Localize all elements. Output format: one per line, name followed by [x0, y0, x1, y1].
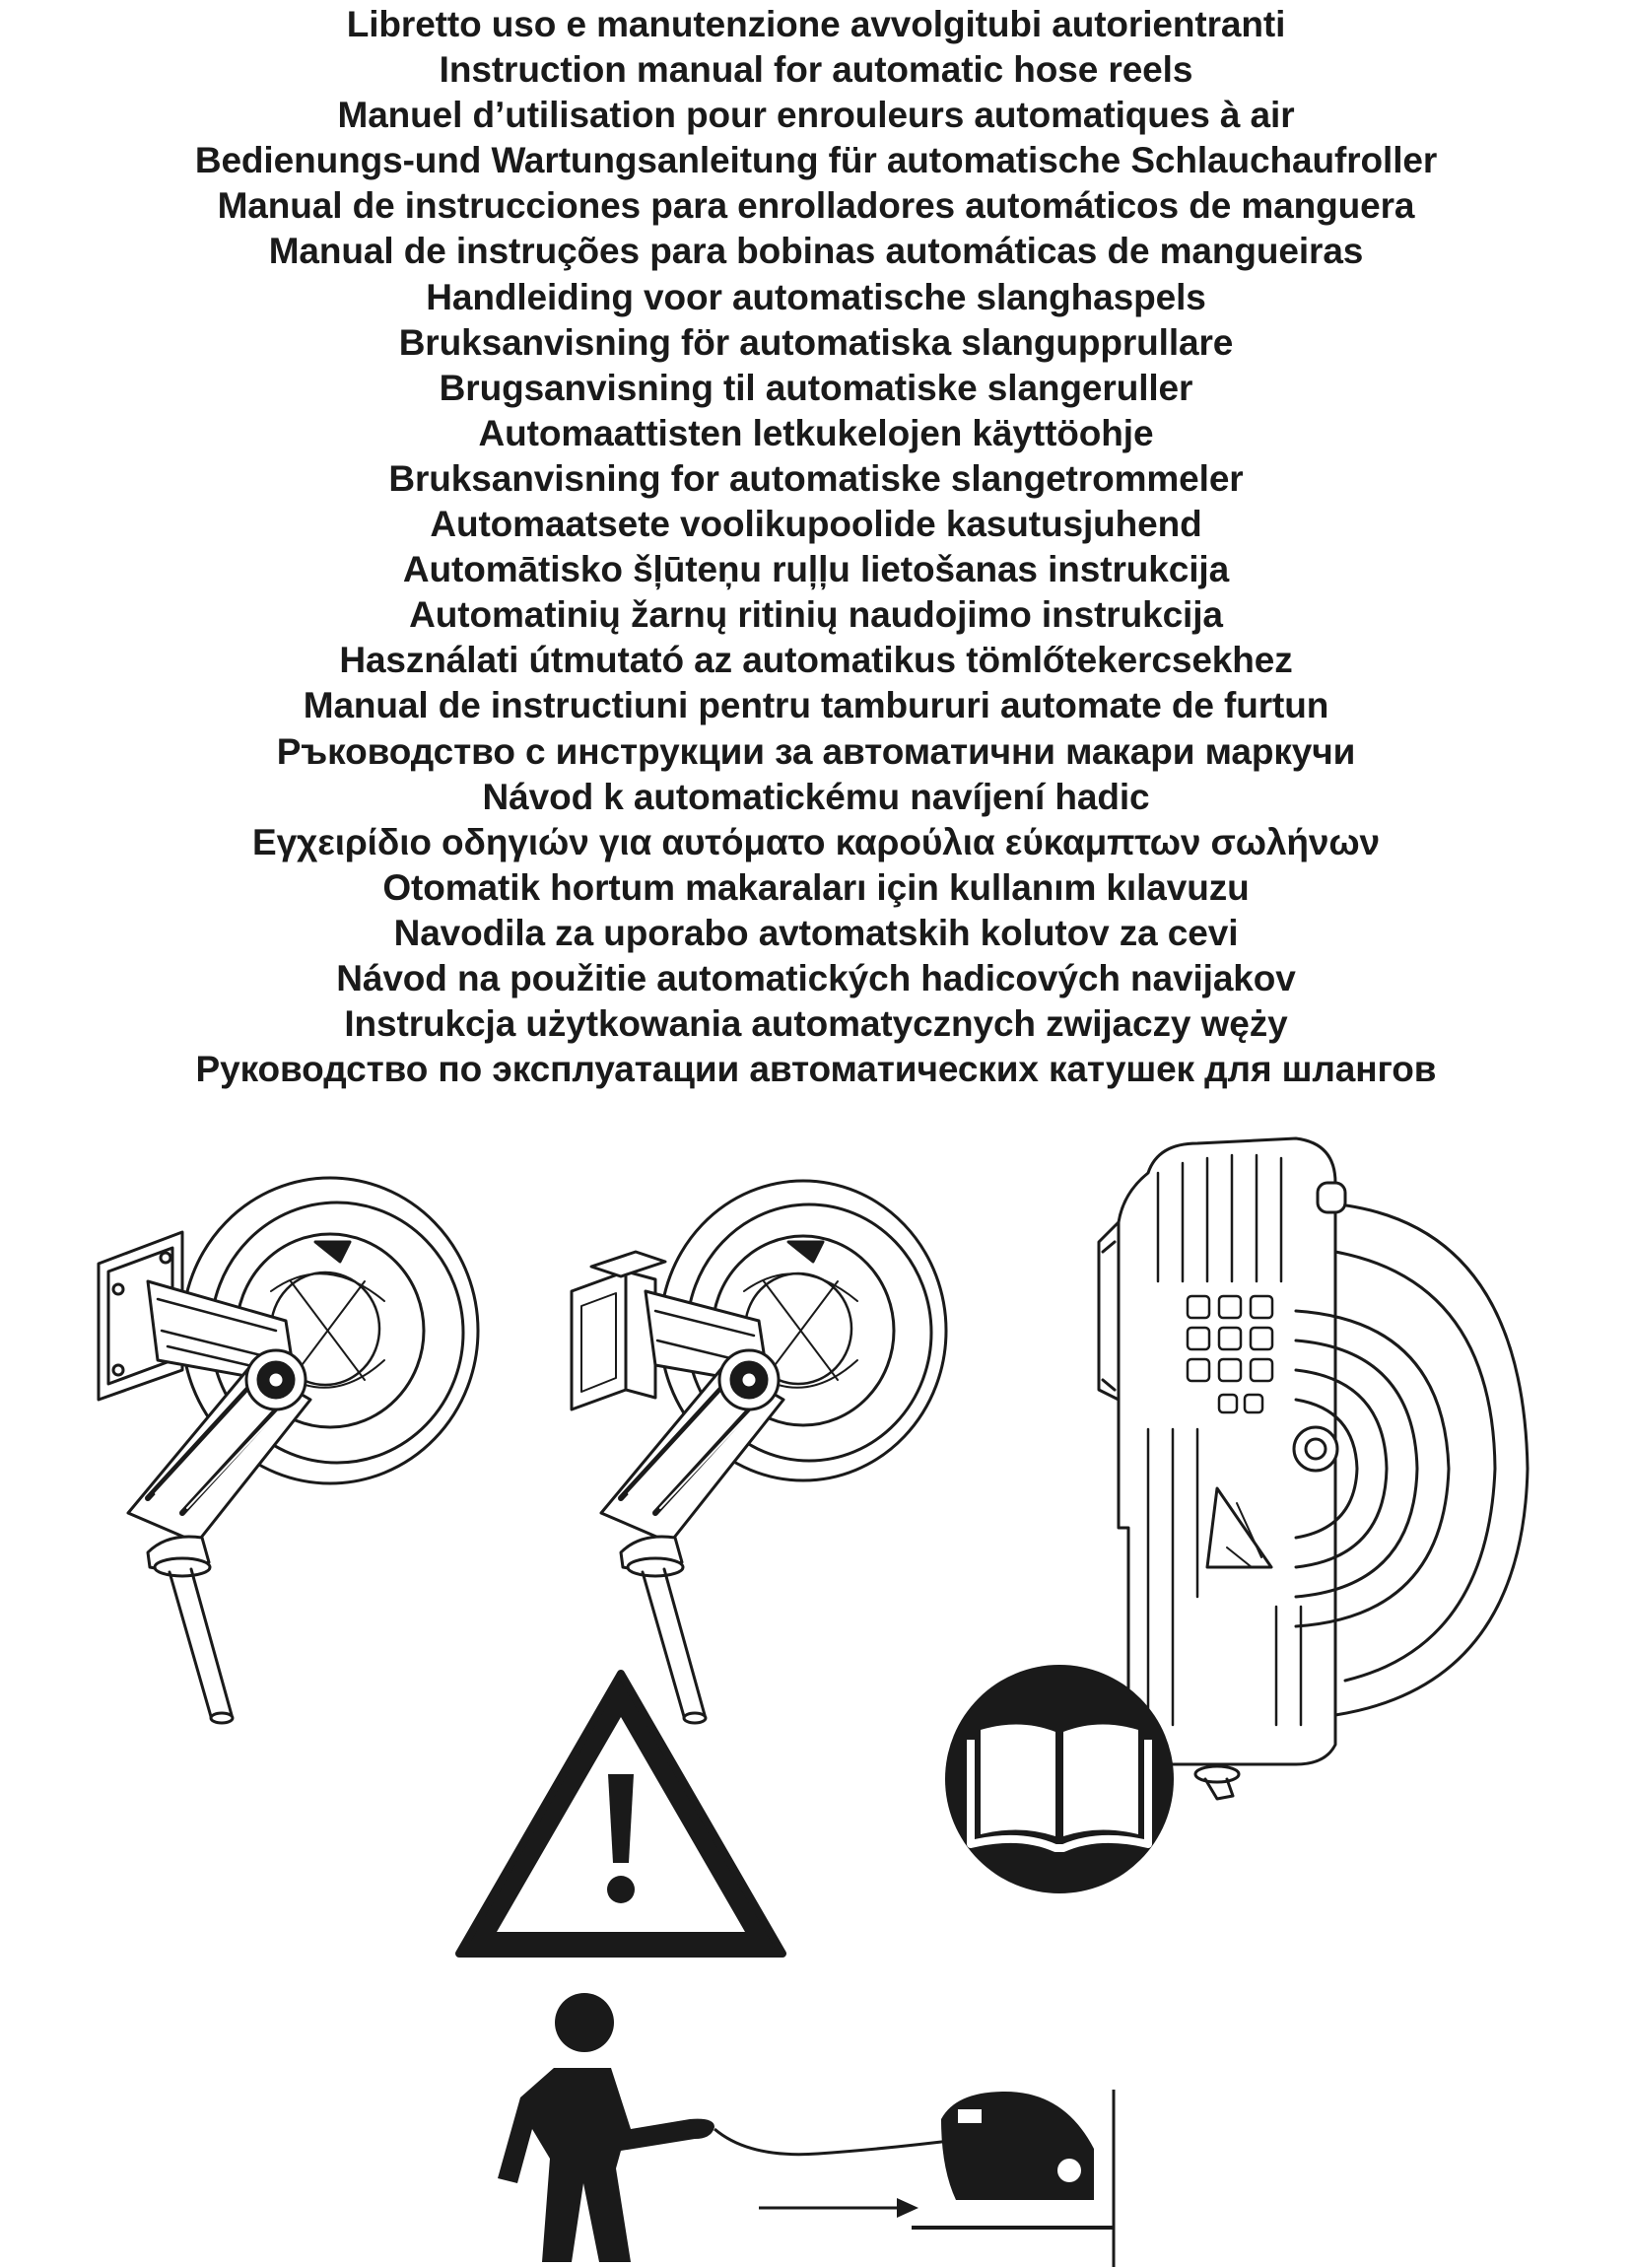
title-romanian: Manual de instructiuni pentru tambururi automate de furtun [303, 685, 1329, 726]
person-pulling-hose-icon [493, 1981, 1163, 2268]
title-czech: Návod k automatickému navíjení hadic [482, 776, 1150, 817]
title-polish: Instrukcja użytkowania automatycznych zwijaczy węży [344, 1003, 1288, 1045]
title-french: Manuel d’utilisation pour enrouleurs automatiques à air [337, 95, 1295, 136]
title-latvian: Automātisko šļūteņu ruļļu lietošanas instrukcija [402, 549, 1230, 590]
title-russian: Руководство по эксплуатации автоматических катушек для шлангов [195, 1049, 1437, 1090]
title-swedish: Bruksanvisning för automatiska slangupprullare [398, 321, 1234, 363]
title-slovenian: Navodila za uporabo avtomatskih kolutov za cevi [393, 912, 1239, 953]
title-portuguese: Manual de instruções para bobinas automáticas de mangueiras [268, 231, 1364, 272]
warning-triangle-icon [453, 1666, 788, 1961]
title-italian: Libretto uso e manutenzione avvolgitubi autorientranti [346, 4, 1286, 44]
title-slovak: Návod na použitie automatických hadicových navijakov [336, 957, 1296, 998]
read-manual-icon [941, 1661, 1178, 1897]
hose-reel-open-swivel-bracket-icon [547, 1173, 971, 1725]
title-block [0, 2, 1632, 1092]
title-bulgarian: Ръководство с инструкции за автоматични макари маркучи [276, 730, 1356, 772]
title-norwegian: Bruksanvisning for automatiske slangetrommeler [388, 457, 1244, 499]
title-estonian: Automaatsete voolikupoolide kasutusjuhend [430, 504, 1202, 545]
title-english: Instruction manual for automatic hose reels [439, 49, 1193, 91]
title-german: Bedienungs-und Wartungsanleitung für automatische Schlauchaufroller [194, 140, 1438, 181]
hose-reel-open-wall-mount-icon [89, 1173, 512, 1725]
title-dutch: Handleiding voor automatische slanghaspels [426, 276, 1206, 317]
title-lithuanian: Automatinių žarnų ritinių naudojimo instrukcija [409, 594, 1223, 636]
title-finnish: Automaattisten letkukelojen käyttöohje [478, 412, 1154, 453]
title-spanish: Manual de instrucciones para enrolladores automáticos de manguera [217, 185, 1415, 227]
title-hungarian: Használati útmutató az automatikus tömlőtekercsekhez [339, 640, 1293, 681]
title-greek: Εγχειρίδιο οδηγιών για αυτόματο καρούλια εύκαμπτων σωλήνων [251, 821, 1381, 862]
title-turkish: Otomatik hortum makaraları için kullanım kılavuzu [382, 866, 1250, 908]
title-danish: Brugsanvisning til automatiske slangeruller [439, 367, 1193, 408]
